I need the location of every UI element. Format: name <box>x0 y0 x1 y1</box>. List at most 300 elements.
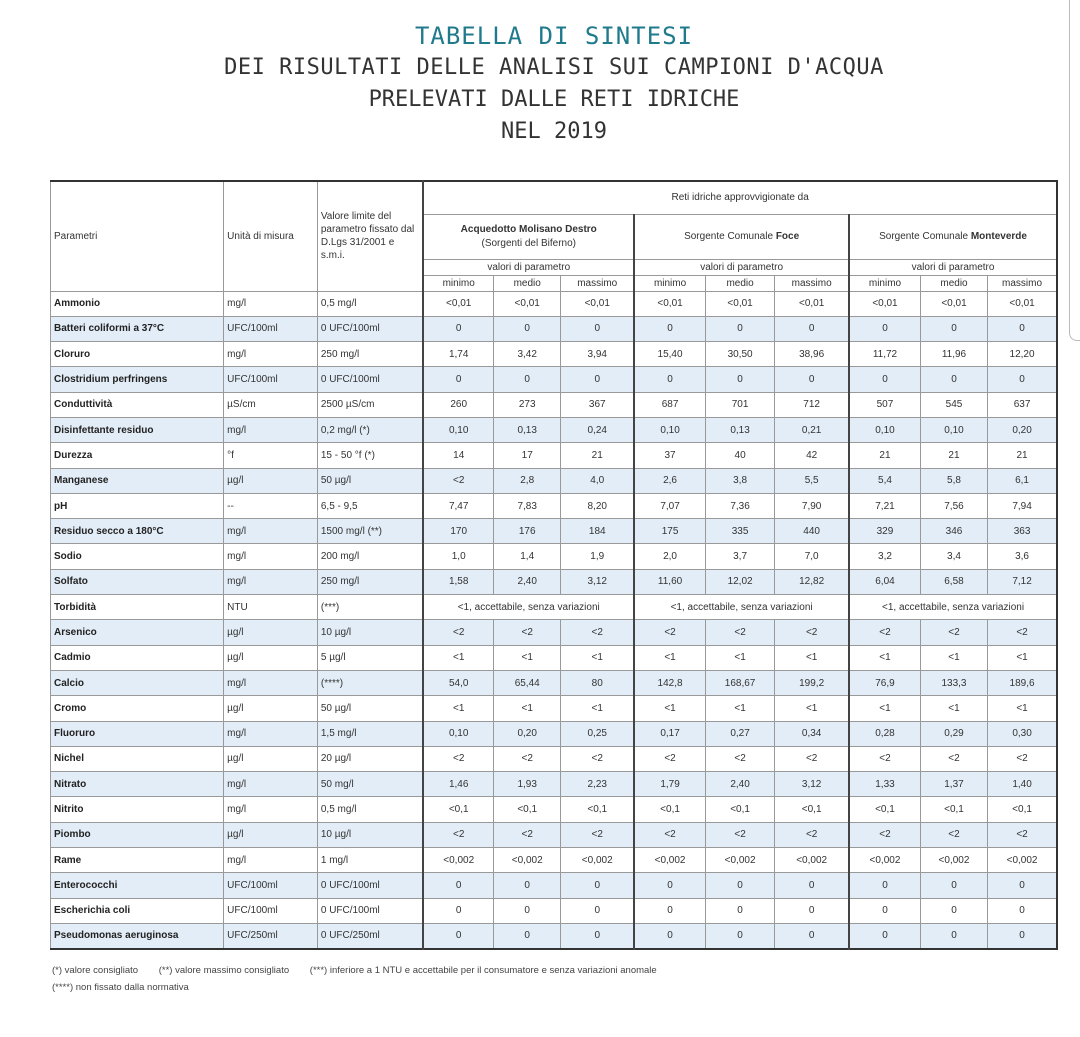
header-unit: Unità di misura <box>224 181 318 291</box>
value-cell: 0 <box>634 316 705 341</box>
value-cell: 4,0 <box>561 468 634 493</box>
value-cell: <0,1 <box>849 797 920 822</box>
value-cell: 0 <box>849 873 920 898</box>
value-cell: <0,002 <box>561 848 634 873</box>
param-name: Arsenico <box>51 620 224 645</box>
value-cell: 0 <box>775 898 849 923</box>
value-cell: <1 <box>849 696 920 721</box>
value-cell: <0,1 <box>494 797 561 822</box>
param-name: Solfato <box>51 569 224 594</box>
results-table <box>50 180 1058 950</box>
value-cell: <1 <box>775 645 849 670</box>
table-row <box>51 595 1058 620</box>
value-cell: <2 <box>561 620 634 645</box>
param-limit: 20 µg/l <box>317 746 423 771</box>
param-limit: 2500 µS/cm <box>317 392 423 417</box>
param-limit: 0,2 mg/l (*) <box>317 417 423 442</box>
value-cell: 1,93 <box>494 772 561 797</box>
value-cell: <1 <box>494 645 561 670</box>
value-cell: 0 <box>920 367 987 392</box>
value-cell: <0,002 <box>634 848 705 873</box>
value-cell: 0 <box>634 873 705 898</box>
param-unit: -- <box>224 493 318 518</box>
value-cell: 189,6 <box>988 670 1057 695</box>
table-row <box>51 392 1058 417</box>
value-cell: 2,40 <box>494 569 561 594</box>
value-cell: 3,4 <box>920 544 987 569</box>
value-cell: 0,13 <box>494 417 561 442</box>
param-limit: 50 µg/l <box>317 468 423 493</box>
value-cell: 0 <box>988 923 1057 948</box>
param-name: Cromo <box>51 696 224 721</box>
value-cell: <1 <box>705 645 774 670</box>
value-cell: 133,3 <box>920 670 987 695</box>
value-cell: <0,1 <box>423 797 493 822</box>
param-limit: 10 µg/l <box>317 620 423 645</box>
param-unit: mg/l <box>224 342 318 367</box>
value-cell: 5,8 <box>920 468 987 493</box>
value-cell: 30,50 <box>705 342 774 367</box>
value-cell: 0,25 <box>561 721 634 746</box>
value-cell: 3,7 <box>705 544 774 569</box>
value-cell: 0,21 <box>775 417 849 442</box>
param-limit: 15 - 50 °f (*) <box>317 443 423 468</box>
value-cell: 1,33 <box>849 772 920 797</box>
value-cell: 6,58 <box>920 569 987 594</box>
value-cell: 367 <box>561 392 634 417</box>
value-cell: 0 <box>920 923 987 948</box>
table-row <box>51 493 1058 518</box>
value-cell: 7,90 <box>775 493 849 518</box>
source-2-name: Foce <box>775 231 800 242</box>
value-cell: <2 <box>423 620 493 645</box>
param-unit: µg/l <box>224 468 318 493</box>
col-med: medio <box>705 275 774 291</box>
param-name: Residuo secco a 180°C <box>51 519 224 544</box>
param-unit: µg/l <box>224 620 318 645</box>
value-cell: <0,01 <box>494 291 561 316</box>
value-cell: 0 <box>634 923 705 948</box>
value-cell: 11,96 <box>920 342 987 367</box>
value-cell: 0,27 <box>705 721 774 746</box>
col-max: massimo <box>988 275 1057 291</box>
value-cell: <2 <box>634 822 705 847</box>
value-cell: 0 <box>423 898 493 923</box>
header-source-2 <box>634 214 849 259</box>
table-row <box>51 696 1058 721</box>
param-unit: NTU <box>224 595 318 620</box>
param-unit: UFC/100ml <box>224 367 318 392</box>
param-limit: (****) <box>317 670 423 695</box>
value-cell: 5,4 <box>849 468 920 493</box>
table-row <box>51 848 1058 873</box>
value-cell: <1 <box>561 645 634 670</box>
value-cell: <2 <box>849 746 920 771</box>
value-cell: 1,40 <box>988 772 1057 797</box>
value-cell: 65,44 <box>494 670 561 695</box>
param-name: Enterococchi <box>51 873 224 898</box>
value-cell: 0,29 <box>920 721 987 746</box>
table-row <box>51 544 1058 569</box>
value-cell: <0,01 <box>920 291 987 316</box>
param-limit: 0,5 mg/l <box>317 291 423 316</box>
value-cell: 1,9 <box>561 544 634 569</box>
value-cell: <1 <box>705 696 774 721</box>
value-cell: <0,01 <box>561 291 634 316</box>
value-cell: <1 <box>423 645 493 670</box>
title-block <box>0 20 1080 148</box>
value-cell: <0,1 <box>561 797 634 822</box>
table-row <box>51 417 1058 442</box>
value-cell: 0,28 <box>849 721 920 746</box>
value-cell: 12,20 <box>988 342 1057 367</box>
param-name: Durezza <box>51 443 224 468</box>
note-1: (*) valore consigliato <box>52 965 139 976</box>
value-cell: 0 <box>561 316 634 341</box>
value-cell: 0,17 <box>634 721 705 746</box>
col-min: minimo <box>849 275 920 291</box>
value-cell: 507 <box>849 392 920 417</box>
value-cell: <2 <box>494 620 561 645</box>
value-cell: 712 <box>775 392 849 417</box>
value-cell: 3,6 <box>988 544 1057 569</box>
table-row <box>51 670 1058 695</box>
source-1-name: Acquedotto Molisano Destro <box>460 224 597 235</box>
value-cell: 0 <box>920 873 987 898</box>
header-limit: Valore limite del parametro fissato dal D.Lgs 31/2001 e s.m.i. <box>317 181 423 291</box>
value-cell: 15,40 <box>634 342 705 367</box>
param-limit: 0,5 mg/l <box>317 797 423 822</box>
value-cell: <2 <box>423 746 493 771</box>
value-cell: 80 <box>561 670 634 695</box>
merged-value-cell: <1, accettabile, senza variazioni <box>423 595 634 620</box>
table-body <box>51 291 1058 949</box>
value-cell: 8,20 <box>561 493 634 518</box>
value-cell: 184 <box>561 519 634 544</box>
value-cell: 21 <box>920 443 987 468</box>
value-cell: <2 <box>561 822 634 847</box>
value-cell: <2 <box>920 620 987 645</box>
value-cell: <1 <box>920 696 987 721</box>
param-unit: µg/l <box>224 822 318 847</box>
value-cell: <2 <box>494 822 561 847</box>
value-cell: <0,002 <box>705 848 774 873</box>
table-row <box>51 873 1058 898</box>
value-cell: 0,10 <box>423 721 493 746</box>
col-med: medio <box>494 275 561 291</box>
param-name: Torbidità <box>51 595 224 620</box>
value-cell: 3,94 <box>561 342 634 367</box>
value-cell: 7,12 <box>988 569 1057 594</box>
value-cell: 0 <box>988 898 1057 923</box>
value-cell: 0 <box>634 367 705 392</box>
values-label-1: valori di parametro <box>423 259 634 275</box>
value-cell: 3,12 <box>561 569 634 594</box>
value-cell: 17 <box>494 443 561 468</box>
param-name: Fluoruro <box>51 721 224 746</box>
param-name: Pseudomonas aeruginosa <box>51 923 224 948</box>
table-row <box>51 746 1058 771</box>
value-cell: <0,01 <box>634 291 705 316</box>
value-cell: 6,04 <box>849 569 920 594</box>
param-limit: 0 UFC/100ml <box>317 873 423 898</box>
value-cell: 21 <box>561 443 634 468</box>
value-cell: 0 <box>494 898 561 923</box>
value-cell: <0,01 <box>988 291 1057 316</box>
value-cell: 0 <box>494 923 561 948</box>
col-med: medio <box>920 275 987 291</box>
param-name: Piombo <box>51 822 224 847</box>
value-cell: 0 <box>494 873 561 898</box>
value-cell: 1,58 <box>423 569 493 594</box>
value-cell: <2 <box>849 620 920 645</box>
col-max: massimo <box>561 275 634 291</box>
value-cell: <0,01 <box>775 291 849 316</box>
value-cell: 273 <box>494 392 561 417</box>
param-name: Cloruro <box>51 342 224 367</box>
note-3: (***) inferiore a 1 NTU e accettabile per il consumatore e senza variazioni anomale <box>309 965 657 976</box>
value-cell: 0 <box>423 316 493 341</box>
value-cell: 168,67 <box>705 670 774 695</box>
value-cell: 0 <box>849 367 920 392</box>
value-cell: <2 <box>920 822 987 847</box>
param-limit: 0 UFC/100ml <box>317 367 423 392</box>
value-cell: <1 <box>775 696 849 721</box>
value-cell: <0,1 <box>775 797 849 822</box>
value-cell: 2,8 <box>494 468 561 493</box>
param-name: Calcio <box>51 670 224 695</box>
value-cell: <2 <box>423 468 493 493</box>
value-cell: 1,46 <box>423 772 493 797</box>
value-cell: <1 <box>920 645 987 670</box>
param-limit: 0 UFC/250ml <box>317 923 423 948</box>
value-cell: 21 <box>988 443 1057 468</box>
param-unit: mg/l <box>224 519 318 544</box>
table-row <box>51 923 1058 948</box>
param-name: Disinfettante residuo <box>51 417 224 442</box>
value-cell: 0 <box>423 367 493 392</box>
value-cell: 37 <box>634 443 705 468</box>
table-row <box>51 721 1058 746</box>
source-2-prefix: Sorgente Comunale <box>684 231 774 242</box>
value-cell: 2,0 <box>634 544 705 569</box>
value-cell: <1 <box>494 696 561 721</box>
title-line-1: TABELLA DI SINTESI <box>414 22 694 50</box>
param-unit: mg/l <box>224 569 318 594</box>
value-cell: 701 <box>705 392 774 417</box>
param-limit: 1 mg/l <box>317 848 423 873</box>
value-cell: 637 <box>988 392 1057 417</box>
value-cell: <0,1 <box>920 797 987 822</box>
value-cell: 1,4 <box>494 544 561 569</box>
value-cell: 12,02 <box>705 569 774 594</box>
value-cell: 0 <box>634 898 705 923</box>
value-cell: <1 <box>634 645 705 670</box>
col-max: massimo <box>775 275 849 291</box>
value-cell: 176 <box>494 519 561 544</box>
table-row <box>51 291 1058 316</box>
param-unit: mg/l <box>224 670 318 695</box>
value-cell: <0,1 <box>634 797 705 822</box>
value-cell: <2 <box>775 620 849 645</box>
param-limit: 0 UFC/100ml <box>317 898 423 923</box>
value-cell: 0 <box>705 923 774 948</box>
value-cell: 7,83 <box>494 493 561 518</box>
table-row <box>51 797 1058 822</box>
value-cell: 329 <box>849 519 920 544</box>
value-cell: <1 <box>849 645 920 670</box>
value-cell: <0,1 <box>988 797 1057 822</box>
value-cell: 0 <box>988 873 1057 898</box>
col-min: minimo <box>634 275 705 291</box>
value-cell: 0,20 <box>494 721 561 746</box>
value-cell: <2 <box>634 620 705 645</box>
value-cell: 0 <box>705 873 774 898</box>
value-cell: 2,40 <box>705 772 774 797</box>
value-cell: <1 <box>988 696 1057 721</box>
value-cell: 3,2 <box>849 544 920 569</box>
value-cell: <0,002 <box>988 848 1057 873</box>
param-limit: 250 mg/l <box>317 569 423 594</box>
values-label-2: valori di parametro <box>634 259 849 275</box>
header-source-3 <box>849 214 1057 259</box>
value-cell: <0,01 <box>423 291 493 316</box>
value-cell: 1,74 <box>423 342 493 367</box>
value-cell: <2 <box>988 620 1057 645</box>
value-cell: 0 <box>988 367 1057 392</box>
value-cell: <2 <box>705 746 774 771</box>
value-cell: 687 <box>634 392 705 417</box>
header-source-1 <box>423 214 634 259</box>
param-unit: UFC/100ml <box>224 316 318 341</box>
value-cell: <2 <box>920 746 987 771</box>
param-unit: UFC/100ml <box>224 873 318 898</box>
value-cell: 3,12 <box>775 772 849 797</box>
value-cell: 0 <box>849 316 920 341</box>
value-cell: 38,96 <box>775 342 849 367</box>
source-1-sub: (Sorgenti del Biferno) <box>481 238 576 249</box>
title-line-3: PRELEVATI DALLE RETI IDRICHE <box>368 87 740 112</box>
value-cell: 11,60 <box>634 569 705 594</box>
param-name: Nitrato <box>51 772 224 797</box>
footnotes <box>52 962 675 996</box>
param-unit: UFC/100ml <box>224 898 318 923</box>
value-cell: 3,8 <box>705 468 774 493</box>
param-limit: 6,5 - 9,5 <box>317 493 423 518</box>
value-cell: 1,37 <box>920 772 987 797</box>
value-cell: 0,24 <box>561 417 634 442</box>
table-row <box>51 468 1058 493</box>
value-cell: 175 <box>634 519 705 544</box>
param-unit: mg/l <box>224 797 318 822</box>
value-cell: 545 <box>920 392 987 417</box>
param-limit: 200 mg/l <box>317 544 423 569</box>
param-unit: µg/l <box>224 645 318 670</box>
value-cell: 7,0 <box>775 544 849 569</box>
value-cell: 0 <box>849 923 920 948</box>
param-unit: °f <box>224 443 318 468</box>
value-cell: 142,8 <box>634 670 705 695</box>
table-row <box>51 822 1058 847</box>
param-name: Nitrito <box>51 797 224 822</box>
param-unit: µg/l <box>224 696 318 721</box>
param-name: Sodio <box>51 544 224 569</box>
header-group: Reti idriche approvvigionate da <box>423 181 1057 214</box>
value-cell: 199,2 <box>775 670 849 695</box>
value-cell: <0,002 <box>775 848 849 873</box>
value-cell: 40 <box>705 443 774 468</box>
param-name: Conduttività <box>51 392 224 417</box>
param-limit: 1,5 mg/l <box>317 721 423 746</box>
value-cell: <0,002 <box>849 848 920 873</box>
value-cell: <2 <box>988 822 1057 847</box>
value-cell: <2 <box>423 822 493 847</box>
value-cell: 54,0 <box>423 670 493 695</box>
value-cell: 3,42 <box>494 342 561 367</box>
value-cell: 0 <box>705 367 774 392</box>
value-cell: 0 <box>705 316 774 341</box>
param-limit: (***) <box>317 595 423 620</box>
value-cell: 7,94 <box>988 493 1057 518</box>
table-row <box>51 443 1058 468</box>
param-name: Nichel <box>51 746 224 771</box>
value-cell: 0,10 <box>920 417 987 442</box>
value-cell: <0,002 <box>494 848 561 873</box>
value-cell: <2 <box>705 620 774 645</box>
value-cell: 0 <box>494 316 561 341</box>
value-cell: 0 <box>494 367 561 392</box>
table-row <box>51 645 1058 670</box>
value-cell: 0 <box>988 316 1057 341</box>
value-cell: 7,47 <box>423 493 493 518</box>
value-cell: <2 <box>494 746 561 771</box>
value-cell: <0,002 <box>920 848 987 873</box>
table-row <box>51 772 1058 797</box>
merged-value-cell: <1, accettabile, senza variazioni <box>849 595 1057 620</box>
value-cell: 6,1 <box>988 468 1057 493</box>
param-limit: 1500 mg/l (**) <box>317 519 423 544</box>
param-unit: UFC/250ml <box>224 923 318 948</box>
value-cell: 7,36 <box>705 493 774 518</box>
value-cell: 363 <box>988 519 1057 544</box>
value-cell: 1,0 <box>423 544 493 569</box>
value-cell: 0 <box>775 367 849 392</box>
value-cell: 0,10 <box>634 417 705 442</box>
param-unit: µS/cm <box>224 392 318 417</box>
value-cell: 0 <box>423 873 493 898</box>
param-unit: mg/l <box>224 417 318 442</box>
table-row <box>51 367 1058 392</box>
param-limit: 50 µg/l <box>317 696 423 721</box>
value-cell: 0,34 <box>775 721 849 746</box>
value-cell: 335 <box>705 519 774 544</box>
value-cell: 7,21 <box>849 493 920 518</box>
param-name: Manganese <box>51 468 224 493</box>
table-row <box>51 342 1058 367</box>
param-name: Rame <box>51 848 224 873</box>
table-row <box>51 898 1058 923</box>
table-row <box>51 569 1058 594</box>
value-cell: 0 <box>775 873 849 898</box>
value-cell: 0 <box>920 898 987 923</box>
note-4: (****) non fissato dalla normativa <box>52 982 189 993</box>
param-name: Batteri coliformi a 37°C <box>51 316 224 341</box>
merged-value-cell: <1, accettabile, senza variazioni <box>634 595 849 620</box>
value-cell: 11,72 <box>849 342 920 367</box>
value-cell: 42 <box>775 443 849 468</box>
param-limit: 10 µg/l <box>317 822 423 847</box>
value-cell: 0 <box>775 923 849 948</box>
